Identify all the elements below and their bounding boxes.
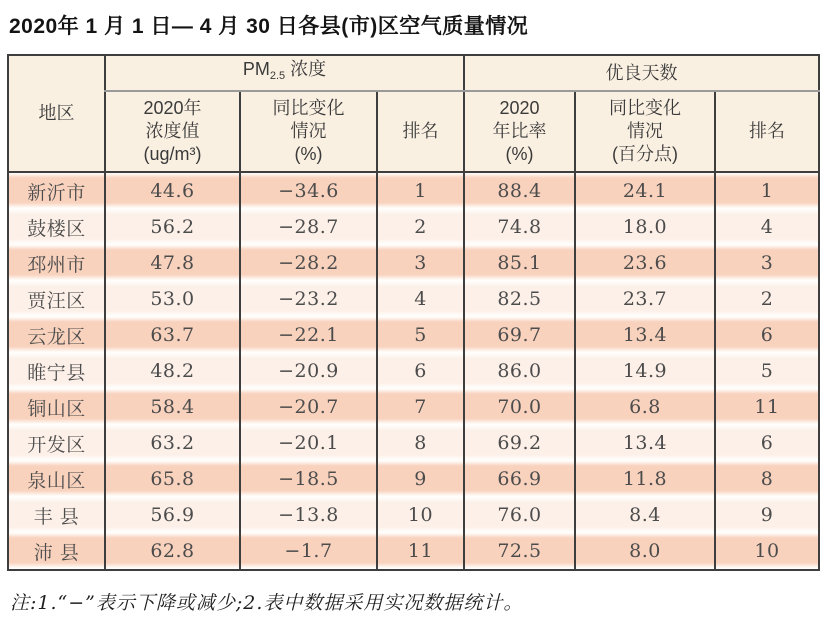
pm-rank-cell: 10 [377,497,464,533]
header-line: 同比变化 [272,98,345,118]
pm-rank-cell: 8 [377,425,464,461]
table-row [8,497,819,533]
pm-change-cell: −28.2 [240,245,377,281]
table-row [8,172,819,209]
days-rank-cell: 4 [715,209,819,245]
days-rate-cell: 88.4 [464,172,575,209]
days-rate-cell: 69.7 [464,317,575,353]
group-header-pm25 [105,55,464,91]
region-cell: 云龙区 [8,317,105,353]
region-cell: 鼓楼区 [8,209,105,245]
table-row [8,461,819,497]
column-header-pm-rank: 排名 [377,91,464,172]
pm-change-cell: −20.7 [240,389,377,425]
pm-rank-cell: 5 [377,317,464,353]
days-rank-cell: 9 [715,497,819,533]
days-change-cell: 18.0 [575,209,715,245]
days-change-cell: 23.6 [575,245,715,281]
days-rank-cell: 5 [715,353,819,389]
header-line: 2020年 [143,98,202,118]
days-rank-cell: 8 [715,461,819,497]
header-line: 情况 [627,121,663,141]
table-row [8,317,819,353]
region-cell: 沛 县 [8,533,105,570]
pm-rank-cell: 2 [377,209,464,245]
pm-value-cell: 63.7 [105,317,240,353]
days-rate-cell: 69.2 [464,425,575,461]
pm-change-cell: −13.8 [240,497,377,533]
pm-rank-cell: 7 [377,389,464,425]
header-line: 2020 [499,98,540,118]
table-row [8,389,819,425]
days-rate-cell: 70.0 [464,389,575,425]
header-line: (ug/m³) [143,144,202,164]
days-rank-cell: 11 [715,389,819,425]
table-row [8,209,819,245]
header-line: (%) [505,144,534,164]
days-change-cell: 14.9 [575,353,715,389]
pm-rank-cell: 6 [377,353,464,389]
pm-change-cell: −22.1 [240,317,377,353]
pm25-label-prefix: PM [242,59,270,79]
header-line: 情况 [290,121,327,141]
days-rate-cell: 76.0 [464,497,575,533]
column-header-pm-value [105,91,240,172]
table-body [8,172,819,570]
header-line: 年比率 [492,121,547,141]
pm-value-cell: 62.8 [105,533,240,570]
days-rank-cell: 1 [715,172,819,209]
pm-value-cell: 53.0 [105,281,240,317]
days-change-cell: 23.7 [575,281,715,317]
pm-rank-cell: 9 [377,461,464,497]
days-rank-cell: 3 [715,245,819,281]
region-cell: 贾汪区 [8,281,105,317]
days-rate-cell: 74.8 [464,209,575,245]
table-row [8,245,819,281]
pm-change-cell: −1.7 [240,533,377,570]
region-cell: 丰 县 [8,497,105,533]
days-change-cell: 8.4 [575,497,715,533]
footnote: 注:1.“−”表示下降或减少;2.表中数据采用实况数据统计。 [10,592,524,614]
table-row [8,353,819,389]
days-rank-cell: 6 [715,425,819,461]
pm-rank-cell: 11 [377,533,464,570]
days-change-cell: 6.8 [575,389,715,425]
days-change-cell: 13.4 [575,425,715,461]
table-header [8,55,819,172]
days-change-cell: 13.4 [575,317,715,353]
pm-value-cell: 56.9 [105,497,240,533]
header-line: 浓度值 [145,121,200,141]
pm-change-cell: −20.9 [240,353,377,389]
days-change-cell: 8.0 [575,533,715,570]
region-cell: 开发区 [8,425,105,461]
header-line: 同比变化 [609,98,681,118]
group-header-row [8,55,819,91]
table-row [8,533,819,570]
pm-value-cell: 44.6 [105,172,240,209]
pm-change-cell: −18.5 [240,461,377,497]
pm-value-cell: 63.2 [105,425,240,461]
group-header-good-days: 优良天数 [464,55,819,91]
days-rank-cell: 6 [715,317,819,353]
days-rank-cell: 10 [715,533,819,570]
column-header-pm-change [240,91,377,172]
column-header-days-rate [464,91,575,172]
pm-change-cell: −34.6 [240,172,377,209]
days-rate-cell: 82.5 [464,281,575,317]
header-line: (%) [294,144,323,164]
region-cell: 铜山区 [8,389,105,425]
table-row [8,425,819,461]
pm-rank-cell: 1 [377,172,464,209]
days-rate-cell: 66.9 [464,461,575,497]
days-change-cell: 24.1 [575,172,715,209]
pm-value-cell: 58.4 [105,389,240,425]
region-cell: 邳州市 [8,245,105,281]
days-rate-cell: 86.0 [464,353,575,389]
pm-value-cell: 65.8 [105,461,240,497]
sub-header-row [8,91,819,172]
table-row [8,281,819,317]
region-cell: 泉山区 [8,461,105,497]
pm-value-cell: 48.2 [105,353,240,389]
region-cell: 睢宁县 [8,353,105,389]
column-header-region: 地区 [8,55,105,172]
pm25-label-suffix: 浓度 [285,59,327,79]
pm-change-cell: −23.2 [240,281,377,317]
pm-change-cell: −28.7 [240,209,377,245]
page-title: 2020年 1 月 1 日— 4 月 30 日各县(市)区空气质量情况 [9,15,529,38]
pm-value-cell: 47.8 [105,245,240,281]
column-header-days-change [575,91,715,172]
column-header-days-rank: 排名 [715,91,819,172]
pm-value-cell: 56.2 [105,209,240,245]
air-quality-table [7,54,820,571]
pm-change-cell: −20.1 [240,425,377,461]
pm-rank-cell: 4 [377,281,464,317]
pm-rank-cell: 3 [377,245,464,281]
days-rate-cell: 72.5 [464,533,575,570]
header-line: (百分点) [612,144,678,164]
region-cell: 新沂市 [8,172,105,209]
pm25-label-subscript: 2.5 [269,70,286,82]
days-change-cell: 11.8 [575,461,715,497]
days-rank-cell: 2 [715,281,819,317]
days-rate-cell: 85.1 [464,245,575,281]
